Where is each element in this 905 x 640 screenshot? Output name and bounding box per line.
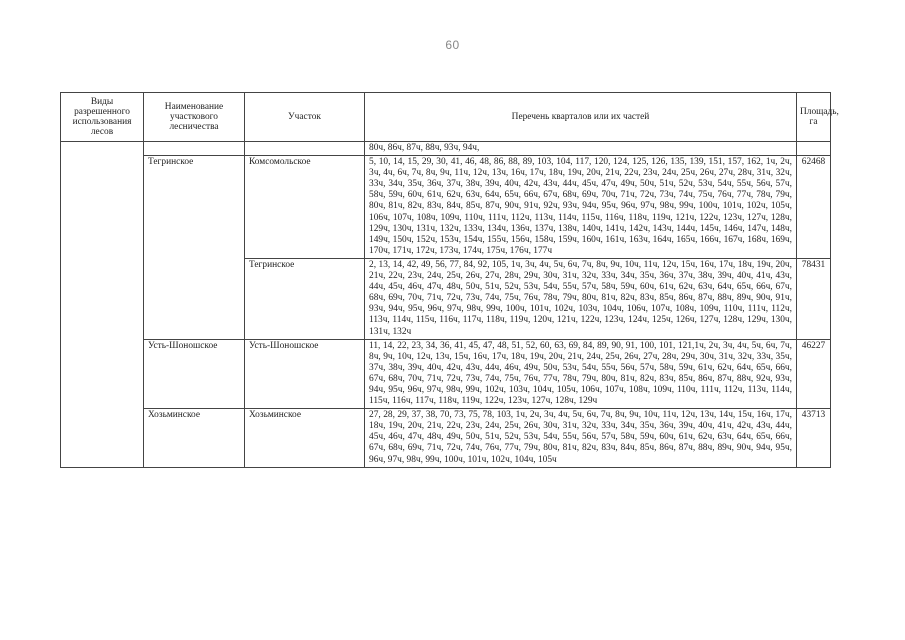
cell-quarters: 5, 10, 14, 15, 29, 30, 41, 46, 48, 86, 88, 89, 103, 104, 117, 120, 124, 125, 126, 135, 139, 151, 157, 162, 1ч, 2ч, 3ч, 4ч, 6ч, 7ч, 8ч, 9ч, 11ч, 12ч, 13ч, 16ч, 17ч, 18ч, 19ч, 20ч, 21ч, 22ч, 23ч, 24ч, 25ч, 26ч, 27ч, 28ч, 31ч, 32ч, 33ч, 34ч, 35ч, 36ч, 37ч, 38ч, 39ч, 40ч, 42ч, 43ч, 44ч, 45ч, 47ч, 49ч, 50ч, 51ч, 52ч, 53ч, 54ч, 55ч, 56ч, 57ч, 58ч, 59ч, 60ч, 61ч, 62ч, 63ч, 64ч, 65ч, 66ч, 67ч, 68ч, 69ч, 70ч, 71ч, 72ч, 73ч, 74ч, 75ч, 76ч, 77ч, 78ч, 79ч, 80ч, 81ч, 82ч, 83ч, 84ч, 85ч, 87ч, 90ч, 91ч, 92ч, 93ч, 94ч, 95ч, 96ч, 97ч, 98ч, 99ч, 100ч, 101ч, 102ч, 105ч, 106ч, 107ч, 108ч, 109ч, 110ч, 111ч, 112ч, 113ч, 114ч, 115ч, 116ч, 118ч, 119ч, 121ч, 122ч, 123ч, 127ч, 128ч, 129ч, 130ч, 131ч, 132ч, 133ч, 134ч, 136ч, 137ч, 138ч, 140ч, 141ч, 142ч, 143ч, 144ч, 145ч, 146ч, 147ч, 148ч, 149ч, 150ч, 152ч, 153ч, 154ч, 155ч, 156ч, 158ч, 159ч, 160ч, 161ч, 163ч, 164ч, 165ч, 166ч, 167ч, 168ч, 169ч, 170ч, 171ч, 172ч, 173ч, 174ч, 175ч, 176ч, 177ч bbox=[365, 156, 797, 259]
cell-quarters: 80ч, 86ч, 87ч, 88ч, 93ч, 94ч, bbox=[365, 142, 797, 156]
cell-area: 78431 bbox=[797, 258, 831, 339]
forest-quarters-table bbox=[60, 92, 839, 468]
header-district-forestry: Наименование участкового лесничества bbox=[144, 93, 245, 142]
cell-quarters: 11, 14, 22, 23, 34, 36, 41, 45, 47, 48, 51, 52, 60, 63, 69, 84, 89, 90, 91, 100, 101, 121,1ч, 2ч, 3ч, 4ч, 5ч, 6ч, 7ч, 8ч, 9ч, 10ч, 12ч, 13ч, 15ч, 16ч, 17ч, 18ч, 19ч, 20ч, 21ч, 24ч, 25ч, 26ч, 27ч, 28ч, 29ч, 30ч, 31ч, 32ч, 33ч, 35ч, 37ч, 38ч, 39ч, 40ч, 42ч, 43ч, 44ч, 46ч, 49ч, 50ч, 53ч, 54ч, 55ч, 56ч, 57ч, 58ч, 59ч, 61ч, 62ч, 64ч, 65ч, 66ч, 67ч, 68ч, 70ч, 71ч, 72ч, 73ч, 74ч, 75ч, 76ч, 77ч, 78ч, 79ч, 80ч, 81ч, 82ч, 83ч, 85ч, 86ч, 87ч, 88ч, 92ч, 93ч, 94ч, 95ч, 96ч, 97ч, 98ч, 99ч, 102ч, 103ч, 104ч, 105ч, 106ч, 107ч, 108ч, 109ч, 110ч, 111ч, 112ч, 113ч, 114ч, 115ч, 116ч, 117ч, 118ч, 119ч, 122ч, 123ч, 127ч, 128ч, 129ч bbox=[365, 339, 797, 409]
page-number: 60 bbox=[445, 38, 460, 52]
cell-district: Хозьминское bbox=[144, 409, 245, 467]
cell-area: 43713 bbox=[797, 409, 831, 467]
cell-area bbox=[797, 142, 831, 156]
cell-section: Хозьминское bbox=[245, 409, 365, 467]
cell-area: 62468 bbox=[797, 156, 831, 259]
cell-quarters: 2, 13, 14, 42, 49, 56, 77, 84, 92, 105, 1ч, 3ч, 4ч, 5ч, 6ч, 7ч, 8ч, 9ч, 10ч, 11ч, 12ч, 15ч, 16ч, 17ч, 18ч, 19ч, 20ч, 21ч, 22ч, 23ч, 24ч, 25ч, 26ч, 27ч, 28ч, 29ч, 30ч, 31ч, 32ч, 33ч, 34ч, 35ч, 36ч, 37ч, 38ч, 39ч, 40ч, 41ч, 43ч, 44ч, 45ч, 46ч, 47ч, 48ч, 50ч, 51ч, 52ч, 53ч, 54ч, 55ч, 57ч, 58ч, 59ч, 60ч, 61ч, 62ч, 63ч, 64ч, 65ч, 66ч, 67ч, 68ч, 69ч, 70ч, 71ч, 72ч, 73ч, 74ч, 75ч, 76ч, 78ч, 79ч, 80ч, 81ч, 82ч, 83ч, 85ч, 86ч, 87ч, 88ч, 89ч, 90ч, 91ч, 93ч, 94ч, 95ч, 96ч, 97ч, 98ч, 99ч, 100ч, 101ч, 102ч, 103ч, 104ч, 106ч, 107ч, 108ч, 109ч, 110ч, 111ч, 112ч, 113ч, 114ч, 115ч, 116ч, 117ч, 118ч, 119ч, 120ч, 121ч, 122ч, 123ч, 124ч, 125ч, 126ч, 127ч, 128ч, 129ч, 130ч, 131ч, 132ч bbox=[365, 258, 797, 339]
cell-district: Тегринское bbox=[144, 156, 245, 340]
table-row-continued bbox=[61, 142, 831, 156]
header-area: Площадь, га bbox=[797, 93, 831, 142]
cell-quarters: 27, 28, 29, 37, 38, 70, 73, 75, 78, 103, 1ч, 2ч, 3ч, 4ч, 5ч, 6ч, 7ч, 8ч, 9ч, 10ч, 11ч, 12ч, 13ч, 14ч, 15ч, 16ч, 17ч, 18ч, 19ч, 20ч, 21ч, 22ч, 23ч, 24ч, 25ч, 26ч, 30ч, 31ч, 32ч, 33ч, 34ч, 35ч, 36ч, 39ч, 40ч, 41ч, 42ч, 43ч, 44ч, 45ч, 46ч, 47ч, 48ч, 49ч, 50ч, 51ч, 52ч, 53ч, 54ч, 55ч, 56ч, 57ч, 58ч, 59ч, 60ч, 61ч, 62ч, 63ч, 64ч, 65ч, 66ч, 67ч, 68ч, 69ч, 71ч, 72ч, 74ч, 76ч, 77ч, 79ч, 80ч, 81ч, 82ч, 83ч, 84ч, 85ч, 86ч, 87ч, 88ч, 89ч, 90ч, 94ч, 95ч, 96ч, 97ч, 98ч, 99ч, 100ч, 101ч, 102ч, 104ч, 105ч bbox=[365, 409, 797, 467]
table-header-row bbox=[61, 93, 831, 142]
cell-district bbox=[144, 142, 245, 156]
table-row bbox=[61, 156, 831, 259]
cell-district: Усть-Шоношское bbox=[144, 339, 245, 409]
header-quarters: Перечень кварталов или их частей bbox=[365, 93, 797, 142]
cell-section: Усть-Шоношское bbox=[245, 339, 365, 409]
cell-use-type bbox=[61, 142, 144, 468]
cell-area: 46227 bbox=[797, 339, 831, 409]
cell-section: Комсомольское bbox=[245, 156, 365, 259]
cell-section: Тегринское bbox=[245, 258, 365, 339]
table-row bbox=[61, 339, 831, 409]
header-section: Участок bbox=[245, 93, 365, 142]
cell-section bbox=[245, 142, 365, 156]
table-row bbox=[61, 409, 831, 467]
header-use-type: Виды разрешенного использования лесов bbox=[61, 93, 144, 142]
